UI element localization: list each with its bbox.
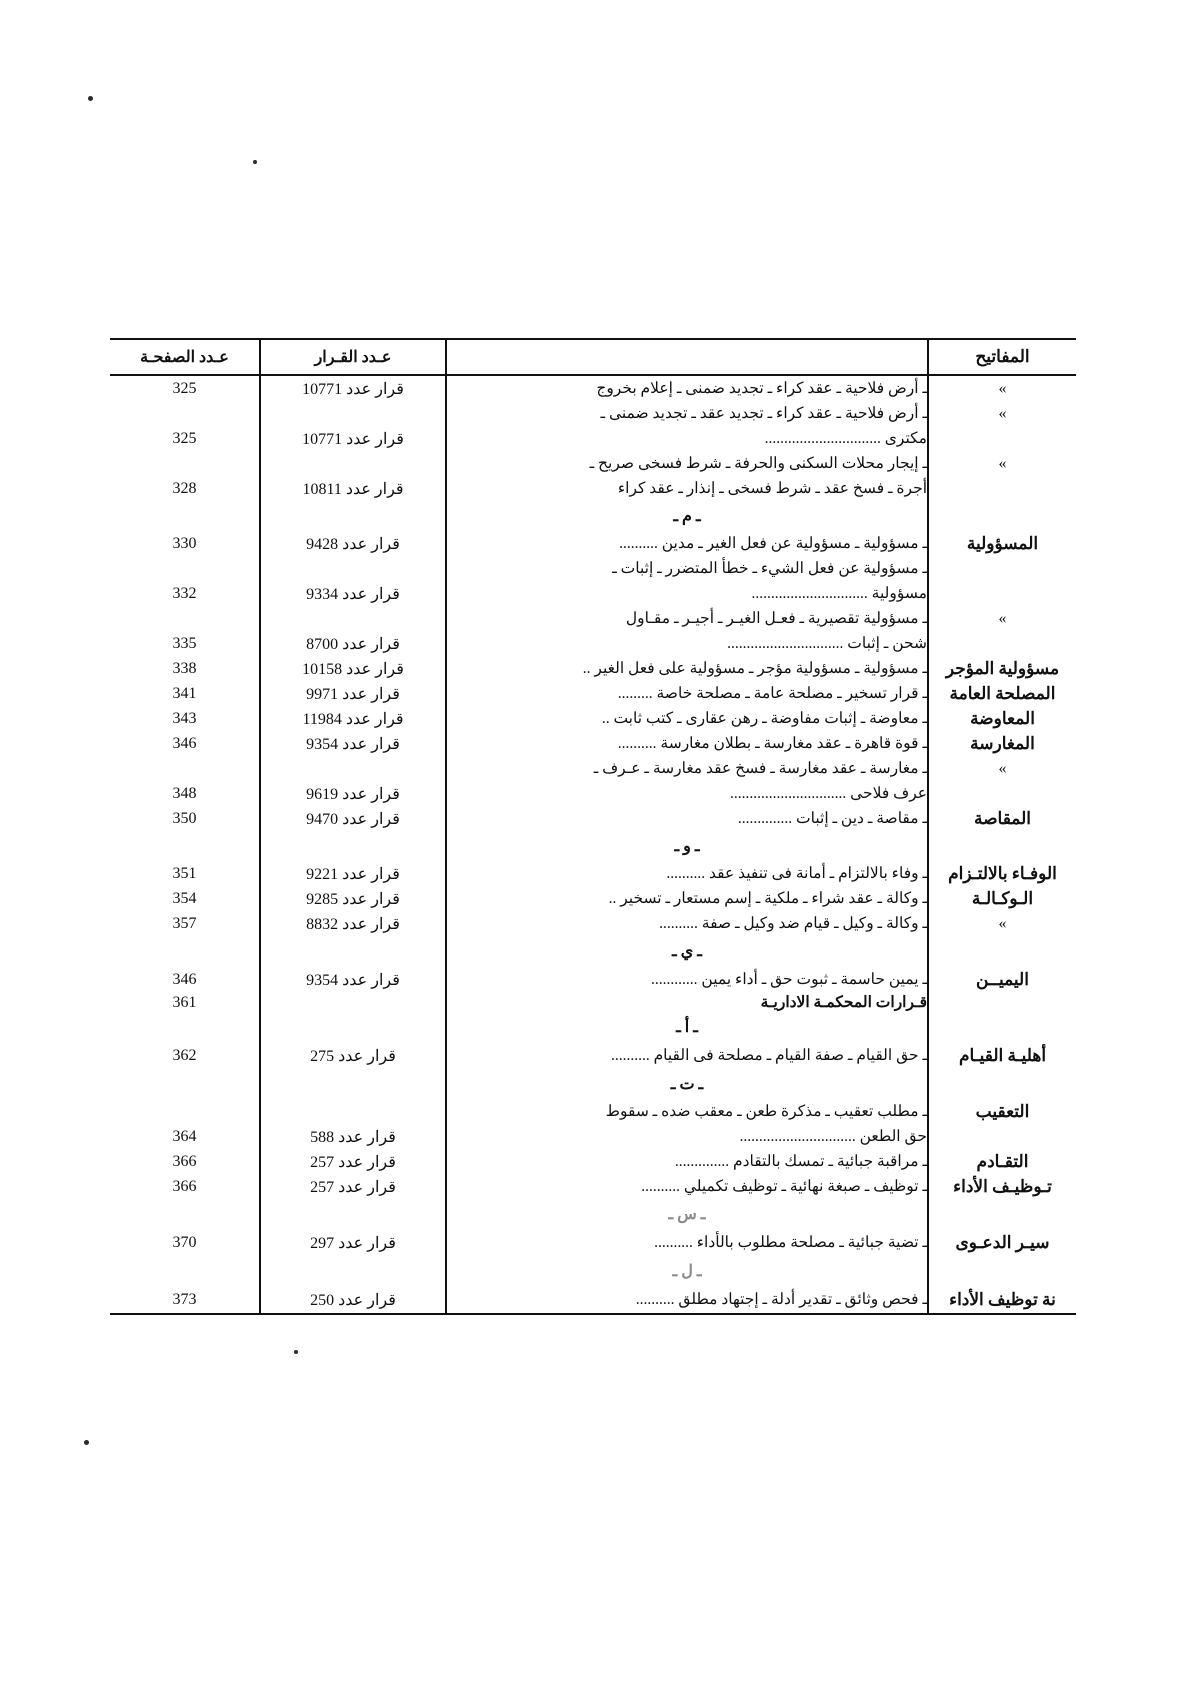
row-description: ـ وكالة ـ وكيل ـ قيام ضد وكيل ـ صفة .......... (446, 911, 928, 936)
row-decision-number: قرار عدد 9334 (306, 585, 400, 603)
row-page: 328 (110, 476, 260, 501)
row-page: 341 (110, 681, 260, 706)
row-description: عرف فلاحى .............................. (446, 781, 928, 806)
separator-num-cell (260, 936, 446, 966)
row-decision-number (260, 401, 446, 426)
separator-page-cell (110, 1256, 260, 1286)
section-title-num-cell (260, 993, 446, 1012)
table-row (110, 911, 1076, 936)
row-page: 332 (110, 581, 260, 606)
row-key: نة توظيف الأداء (928, 1286, 1076, 1314)
row-page: 373 (110, 1286, 260, 1314)
row-key: » (928, 756, 1076, 781)
section-title-row (110, 993, 1076, 1012)
header-keys: المفاتيح (928, 339, 1076, 375)
section-title-key-cell (928, 993, 1076, 1012)
table-row (110, 806, 1076, 831)
row-description: ـ إيجار محلات السكنى والحرفة ـ شرط فسخى صريح ـ (446, 451, 928, 476)
separator-num-cell (260, 1199, 446, 1229)
table-row (110, 531, 1076, 556)
header-decision-number: عـدد القـرار (314, 349, 392, 366)
section-title: قـرارات المحكمـة الاداريـة (446, 993, 928, 1012)
row-decision-number: قرار عدد 9428 (306, 535, 400, 553)
header-description (446, 339, 928, 375)
row-decision-number: قرار عدد 9221 (306, 865, 400, 883)
separator-key-cell (928, 1199, 1076, 1229)
table-row (110, 966, 1076, 993)
row-description: ـ معاوضة ـ إثبات مفاوضة ـ رهن عقارى ـ كتب ثابت .. (446, 706, 928, 731)
row-page: 325 (110, 375, 260, 401)
row-key: » (928, 451, 1076, 476)
row-decision-number: قرار عدد 10771 (302, 380, 404, 398)
table-row (110, 476, 1076, 501)
row-key: » (928, 375, 1076, 401)
separator-key-cell (928, 831, 1076, 861)
row-decision-number: قرار عدد 257 (310, 1178, 396, 1196)
separator-key-cell (928, 936, 1076, 966)
row-description: ـ مسؤولية ـ مسؤولية مؤجر ـ مسؤولية على فعل الغير .. (446, 656, 928, 681)
row-page: 346 (110, 966, 260, 993)
row-decision-number (260, 556, 446, 581)
table-row (110, 656, 1076, 681)
row-description: مكترى .............................. (446, 426, 928, 451)
separator-page-cell (110, 936, 260, 966)
table-row (110, 861, 1076, 886)
row-description: ـ مطلب تعقيب ـ مذكرة طعن ـ معقب ضده ـ سقوط (446, 1099, 928, 1124)
separator-label: ـ و ـ (446, 831, 928, 861)
row-key: » (928, 401, 1076, 426)
row-decision-number: قرار عدد 9354 (306, 735, 400, 753)
row-key (928, 476, 1076, 501)
row-page (110, 401, 260, 426)
row-key: سيـر الدعـوى (928, 1229, 1076, 1256)
row-decision-number: قرار عدد 9619 (306, 785, 400, 803)
row-key: المقاصة (928, 806, 1076, 831)
row-page: 335 (110, 631, 260, 656)
letter-separator-lam (110, 1256, 1076, 1286)
row-page (110, 451, 260, 476)
separator-label: ـ س ـ (446, 1199, 928, 1229)
separator-page-cell (110, 1012, 260, 1042)
row-key: المغارسة (928, 731, 1076, 756)
table-row (110, 1099, 1076, 1124)
row-decision-number: قرار عدد 11984 (302, 710, 404, 728)
row-page (110, 756, 260, 781)
row-key: تـوظيـف الأداء (928, 1174, 1076, 1199)
row-page (110, 606, 260, 631)
row-description: ـ مسؤولية ـ مسؤولية عن فعل الغير ـ مدين .......... (446, 531, 928, 556)
row-decision-number: قرار عدد 10811 (302, 480, 404, 498)
table-row (110, 681, 1076, 706)
table-row (110, 606, 1076, 631)
separator-num-cell (260, 1012, 446, 1042)
table-row (110, 426, 1076, 451)
row-key (928, 1124, 1076, 1149)
scan-speck (84, 1440, 89, 1445)
row-key: » (928, 606, 1076, 631)
row-decision-number: قرار عدد 297 (310, 1234, 396, 1252)
table-row (110, 556, 1076, 581)
scan-speck (253, 160, 257, 164)
row-key: أهليـة القيـام (928, 1042, 1076, 1069)
row-description: ـ مغارسة ـ عقد مغارسة ـ فسخ عقد مغارسة ـ عـرف ـ (446, 756, 928, 781)
letter-separator-ya (110, 936, 1076, 966)
row-decision-number (260, 451, 446, 476)
row-page (110, 556, 260, 581)
row-page: 325 (110, 426, 260, 451)
table-row (110, 375, 1076, 401)
scan-speck (294, 1350, 298, 1354)
table-row (110, 451, 1076, 476)
row-key (928, 426, 1076, 451)
row-page: 354 (110, 886, 260, 911)
table-row (110, 781, 1076, 806)
row-decision-number (260, 756, 446, 781)
table-row (110, 1124, 1076, 1149)
row-description: ـ أرض فلاحية ـ عقد كراء ـ تجديد ضمنى ـ إعلام بخروج (446, 375, 928, 401)
separator-num-cell (260, 501, 446, 531)
row-decision-number: قرار عدد 275 (310, 1047, 396, 1065)
separator-label: ـ ت ـ (446, 1069, 928, 1099)
letter-separator-alef (110, 1012, 1076, 1042)
separator-label: ـ م ـ (446, 501, 928, 531)
row-description: ـ فحص وثائق ـ تقدير أدلة ـ إجتهاد مطلق .......... (446, 1286, 928, 1314)
row-decision-number (260, 606, 446, 631)
row-decision-number: قرار عدد 10771 (302, 430, 404, 448)
row-description: ـ أرض فلاحية ـ عقد كراء ـ تجديد عقد ـ تجديد ضمنى ـ (446, 401, 928, 426)
row-decision-number: قرار عدد 8700 (306, 635, 400, 653)
separator-num-cell (260, 1256, 446, 1286)
row-key: المسؤولية (928, 531, 1076, 556)
row-key (928, 581, 1076, 606)
row-key: التقـادم (928, 1149, 1076, 1174)
row-page: 343 (110, 706, 260, 731)
row-page: 351 (110, 861, 260, 886)
row-decision-number: قرار عدد 250 (310, 1291, 396, 1309)
row-description: ـ قرار تسخير ـ مصلحة عامة ـ مصلحة خاصة ......... (446, 681, 928, 706)
letter-separator-meem (110, 501, 1076, 531)
row-description: ـ حق القيام ـ صفة القيام ـ مصلحة فى القيام .......... (446, 1042, 928, 1069)
row-page: 350 (110, 806, 260, 831)
table-row (110, 1149, 1076, 1174)
separator-key-cell (928, 1069, 1076, 1099)
table-row (110, 631, 1076, 656)
row-description: حق الطعن .............................. (446, 1124, 928, 1149)
separator-page-cell (110, 1069, 260, 1099)
row-key: » (928, 911, 1076, 936)
separator-label: ـ ي ـ (446, 936, 928, 966)
row-description: أجرة ـ فسخ عقد ـ شرط فسخى ـ إنذار ـ عقد كراء (446, 476, 928, 501)
row-description: ـ قوة قاهرة ـ عقد مغارسة ـ بطلان مغارسة .......... (446, 731, 928, 756)
row-decision-number: قرار عدد 588 (310, 1128, 396, 1146)
row-decision-number: قرار عدد 257 (310, 1153, 396, 1171)
letter-separator-seen (110, 1199, 1076, 1229)
row-page: 348 (110, 781, 260, 806)
row-description: ـ يمين حاسمة ـ ثبوت حق ـ أداء يمين ............ (446, 966, 928, 993)
table-row (110, 401, 1076, 426)
table-row (110, 1042, 1076, 1069)
row-description: ـ تضية جبائية ـ مصلحة مطلوب بالأداء .......... (446, 1229, 928, 1256)
row-description: ـ مسؤولية عن فعل الشيء ـ خطأ المتضرر ـ إثبات ـ (446, 556, 928, 581)
table-row (110, 731, 1076, 756)
row-key: المعاوضة (928, 706, 1076, 731)
row-key (928, 556, 1076, 581)
row-description: ـ مقاصة ـ دين ـ إثبات .............. (446, 806, 928, 831)
separator-label: ـ أ ـ (446, 1012, 928, 1042)
row-page: 364 (110, 1124, 260, 1149)
row-page: 346 (110, 731, 260, 756)
row-key: المصلحة العامة (928, 681, 1076, 706)
row-description: ـ وكالة ـ عقد شراء ـ ملكية ـ إسم مستعار ـ تسخير .. (446, 886, 928, 911)
row-decision-number: قرار عدد 9971 (306, 685, 400, 703)
row-key: مسؤولية المؤجر (928, 656, 1076, 681)
row-page: 366 (110, 1174, 260, 1199)
separator-page-cell (110, 1199, 260, 1229)
index-table (110, 338, 1076, 1315)
row-page: 362 (110, 1042, 260, 1069)
separator-key-cell (928, 501, 1076, 531)
row-description: ـ مراقبة جبائية ـ تمسك بالتقادم .............. (446, 1149, 928, 1174)
table-row (110, 706, 1076, 731)
table-row (110, 581, 1076, 606)
separator-label: ـ ل ـ (446, 1256, 928, 1286)
row-decision-number: قرار عدد 9354 (306, 971, 400, 989)
scan-speck (88, 96, 93, 101)
table-row (110, 1174, 1076, 1199)
row-page: 370 (110, 1229, 260, 1256)
separator-num-cell (260, 831, 446, 861)
separator-num-cell (260, 1069, 446, 1099)
table-row (110, 1286, 1076, 1314)
row-key: الوفـاء بالالتـزام (928, 861, 1076, 886)
row-description: مسؤولية .............................. (446, 581, 928, 606)
section-title-page: 361 (110, 993, 260, 1012)
row-decision-number: قرار عدد 8832 (306, 915, 400, 933)
row-page (110, 1099, 260, 1124)
row-decision-number: قرار عدد 10158 (302, 660, 404, 678)
separator-key-cell (928, 1256, 1076, 1286)
row-description: ـ توظيف ـ صبغة نهائية ـ توظيف تكميلي .......... (446, 1174, 928, 1199)
row-key: الـوكـالـة (928, 886, 1076, 911)
separator-page-cell (110, 501, 260, 531)
row-page: 338 (110, 656, 260, 681)
row-description: شحن ـ إثبات .............................. (446, 631, 928, 656)
row-decision-number (260, 1099, 446, 1124)
row-page: 366 (110, 1149, 260, 1174)
letter-separator-waw (110, 831, 1076, 861)
table-row (110, 1229, 1076, 1256)
row-key (928, 631, 1076, 656)
index-table-container (110, 338, 1076, 1315)
header-page-number: عـدد الصفحـة (110, 339, 260, 375)
row-description: ـ مسؤولية تقصيرية ـ فعـل الغيـر ـ أجيـر ـ مقـاول (446, 606, 928, 631)
row-key: اليميــن (928, 966, 1076, 993)
row-key: التعقيب (928, 1099, 1076, 1124)
row-page: 330 (110, 531, 260, 556)
row-decision-number: قرار عدد 9470 (306, 810, 400, 828)
table-row (110, 886, 1076, 911)
row-decision-number: قرار عدد 9285 (306, 890, 400, 908)
row-key (928, 781, 1076, 806)
row-description: ـ وفاء بالالتزام ـ أمانة فى تنفيذ عقد .......... (446, 861, 928, 886)
separator-key-cell (928, 1012, 1076, 1042)
table-row (110, 756, 1076, 781)
row-page: 357 (110, 911, 260, 936)
letter-separator-ta (110, 1069, 1076, 1099)
table-header-row (110, 339, 1076, 375)
separator-page-cell (110, 831, 260, 861)
